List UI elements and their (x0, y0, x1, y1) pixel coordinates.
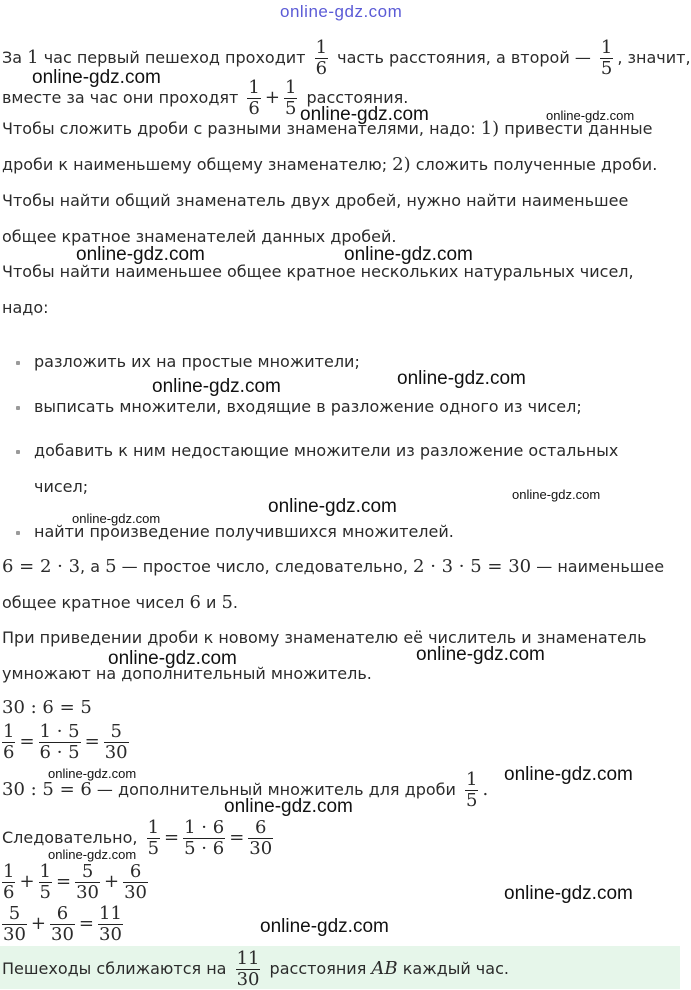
fraction (465, 770, 478, 811)
watermark: online-gdz.com (546, 108, 635, 123)
plus-sign: + (104, 871, 120, 892)
fraction (248, 818, 273, 859)
equals-sign: = (164, 827, 180, 848)
para-3-line-1: Чтобы найти общий знаменатель двух дробей, нужно найти наименьшее (2, 191, 629, 210)
fraction (39, 862, 52, 903)
para-4-line-1: Чтобы найти наименьшее общее кратное нескольких натуральных чисел, (2, 262, 634, 281)
math-number: 2) (392, 154, 411, 175)
text: Пешеходы сближаются на (2, 959, 232, 978)
bullet-icon (16, 406, 20, 410)
watermark: online-gdz.com (32, 67, 161, 88)
denominator: 30 (51, 924, 74, 945)
math-number: 5 (105, 556, 117, 577)
numerator: 6 (56, 903, 69, 924)
equals-sign: = (19, 731, 35, 752)
list-item-continued: чисел; (34, 477, 89, 496)
text: — простое число, следовательно, (116, 557, 414, 576)
denominator: 6 · 5 (39, 742, 80, 763)
fraction (50, 904, 75, 945)
para-4-line-2: надо: (2, 298, 49, 317)
watermark: online-gdz.com (48, 847, 137, 862)
numerator: 1 (600, 37, 613, 58)
equals-sign: = (84, 731, 100, 752)
numerator: 1 (248, 77, 260, 98)
text: Чтобы сложить дроби с разными знаменателями, надо: (2, 119, 481, 138)
text: — дополнительный множитель для дроби (91, 780, 461, 799)
bullet-icon (16, 531, 20, 535)
numerator: 1 (466, 769, 478, 790)
math-number: 5 (221, 592, 233, 613)
para-2-line-2 (2, 155, 657, 175)
denominator: 5 (600, 58, 613, 79)
fraction-1-5 (284, 78, 297, 119)
fraction (104, 722, 129, 763)
fraction-1-5 (600, 38, 613, 79)
fraction (123, 862, 148, 903)
watermark: online-gdz.com (344, 244, 473, 265)
para-6-line-1: При приведении дроби к новому знаменателю её числитель и знаменатель (2, 628, 647, 647)
watermark: online-gdz.com (108, 648, 237, 669)
watermark-top: online-gdz.com (280, 2, 403, 21)
math-number: 1) (480, 118, 500, 139)
numerator: 1 (39, 861, 51, 882)
math-expression: 6 = 2 · 3 (2, 556, 81, 577)
math-segment: AB (371, 958, 398, 979)
watermark: online-gdz.com (224, 796, 353, 817)
equals-sign: = (56, 871, 72, 892)
list-item: найти произведение получившихся множителей. (34, 522, 454, 541)
denominator: 5 (147, 838, 160, 859)
plus-sign: + (264, 87, 280, 108)
denominator: 5 · 6 (184, 838, 225, 859)
text: сложить полученные дроби. (410, 155, 658, 174)
math-expression: 30 : 5 = 6 (2, 779, 92, 800)
math-expression: 2 · 3 · 5 = 30 (413, 556, 532, 577)
text: Следовательно, (2, 828, 143, 847)
list-item: выписать множители, входящие в разложение одного из чисел; (34, 397, 582, 416)
text: каждый час. (397, 959, 509, 978)
answer-line (2, 949, 509, 990)
text: дроби к наименьшему общему знаменателю; (2, 155, 393, 174)
denominator: 30 (249, 838, 273, 859)
equation-sum-result (2, 904, 127, 945)
fraction (2, 722, 15, 763)
denominator: 5 (466, 790, 478, 811)
equation-30-div-6: 30 : 6 = 5 (2, 697, 92, 718)
text: часть расстояния, а второй — (332, 48, 596, 67)
numerator: 1 (147, 817, 160, 838)
numerator: 1 (3, 861, 15, 882)
denominator: 30 (124, 882, 147, 903)
fraction (147, 818, 160, 859)
watermark: online-gdz.com (397, 368, 526, 389)
watermark: online-gdz.com (48, 766, 137, 781)
equation-sum-rewrite (2, 862, 152, 903)
math-number: 6 (189, 592, 201, 613)
denominator: 30 (104, 742, 128, 763)
math-number: 1 (27, 47, 39, 68)
denominator: 6 (315, 58, 328, 79)
plus-sign: + (19, 871, 35, 892)
text: , а (80, 557, 106, 576)
fraction (75, 862, 100, 903)
fraction (2, 862, 15, 903)
text: и (200, 593, 222, 612)
numerator: 11 (99, 903, 122, 924)
numerator: 6 (255, 817, 267, 838)
denominator: 30 (99, 924, 122, 945)
denominator: 30 (236, 969, 260, 990)
denominator: 6 (3, 742, 15, 763)
numerator: 1 (315, 37, 328, 58)
fraction (39, 722, 81, 763)
text: За (2, 48, 28, 67)
watermark: online-gdz.com (416, 644, 545, 665)
watermark: online-gdz.com (260, 916, 389, 937)
equation-fraction-1-6 (2, 722, 133, 763)
numerator: 1 (3, 721, 15, 742)
equals-sign: = (78, 913, 94, 934)
watermark: online-gdz.com (504, 764, 633, 785)
numerator: 5 (110, 721, 122, 742)
fraction (98, 904, 123, 945)
watermark: online-gdz.com (504, 883, 633, 904)
text: вместе за час они проходят (2, 88, 244, 107)
bullet-icon (16, 450, 20, 454)
text: . (232, 593, 239, 612)
numerator: 5 (81, 861, 94, 882)
fraction-1-6 (247, 78, 260, 119)
fraction (183, 818, 225, 859)
plus-sign: + (30, 913, 46, 934)
fraction-1-6 (315, 38, 328, 79)
fraction (2, 904, 27, 945)
equals-sign: = (229, 827, 245, 848)
text: расстояния (264, 959, 372, 978)
numerator: 5 (8, 903, 21, 924)
denominator: 6 (248, 98, 260, 119)
text: — наименьшее (531, 557, 665, 576)
denominator: 30 (3, 924, 26, 945)
text: привести данные (499, 119, 653, 138)
para-5-line-2 (2, 593, 238, 613)
list-item: разложить их на простые множители; (34, 352, 360, 371)
watermark: online-gdz.com (152, 376, 281, 397)
watermark: online-gdz.com (300, 104, 429, 125)
list-item: добавить к ним недостающие множители из разложение остальных (34, 441, 619, 460)
denominator: 5 (284, 98, 297, 119)
equation-sledovatelno (2, 818, 277, 859)
denominator: 6 (3, 882, 15, 903)
watermark: online-gdz.com (76, 244, 205, 265)
watermark: online-gdz.com (72, 511, 161, 526)
text: час первый пешеход проходит (38, 48, 311, 67)
numerator: 11 (236, 948, 260, 969)
text: расстояния. (301, 88, 409, 107)
text: , значит, (617, 48, 691, 67)
numerator: 1 · 6 (184, 817, 225, 838)
numerator: 1 · 5 (39, 721, 80, 742)
bullet-icon (16, 361, 20, 365)
para-6-line-2: умножают на дополнительный множитель. (2, 664, 372, 683)
watermark: online-gdz.com (512, 487, 601, 502)
text: общее кратное чисел (2, 593, 190, 612)
denominator: 30 (76, 882, 99, 903)
para-5-line-1 (2, 557, 664, 577)
numerator: 6 (129, 861, 142, 882)
fraction-11-30 (236, 949, 261, 990)
para-3-line-2: общее кратное знаменателей данных дробей. (2, 227, 397, 246)
denominator: 5 (39, 882, 51, 903)
watermark: online-gdz.com (268, 496, 397, 517)
numerator: 1 (284, 77, 297, 98)
text: . (482, 779, 489, 800)
